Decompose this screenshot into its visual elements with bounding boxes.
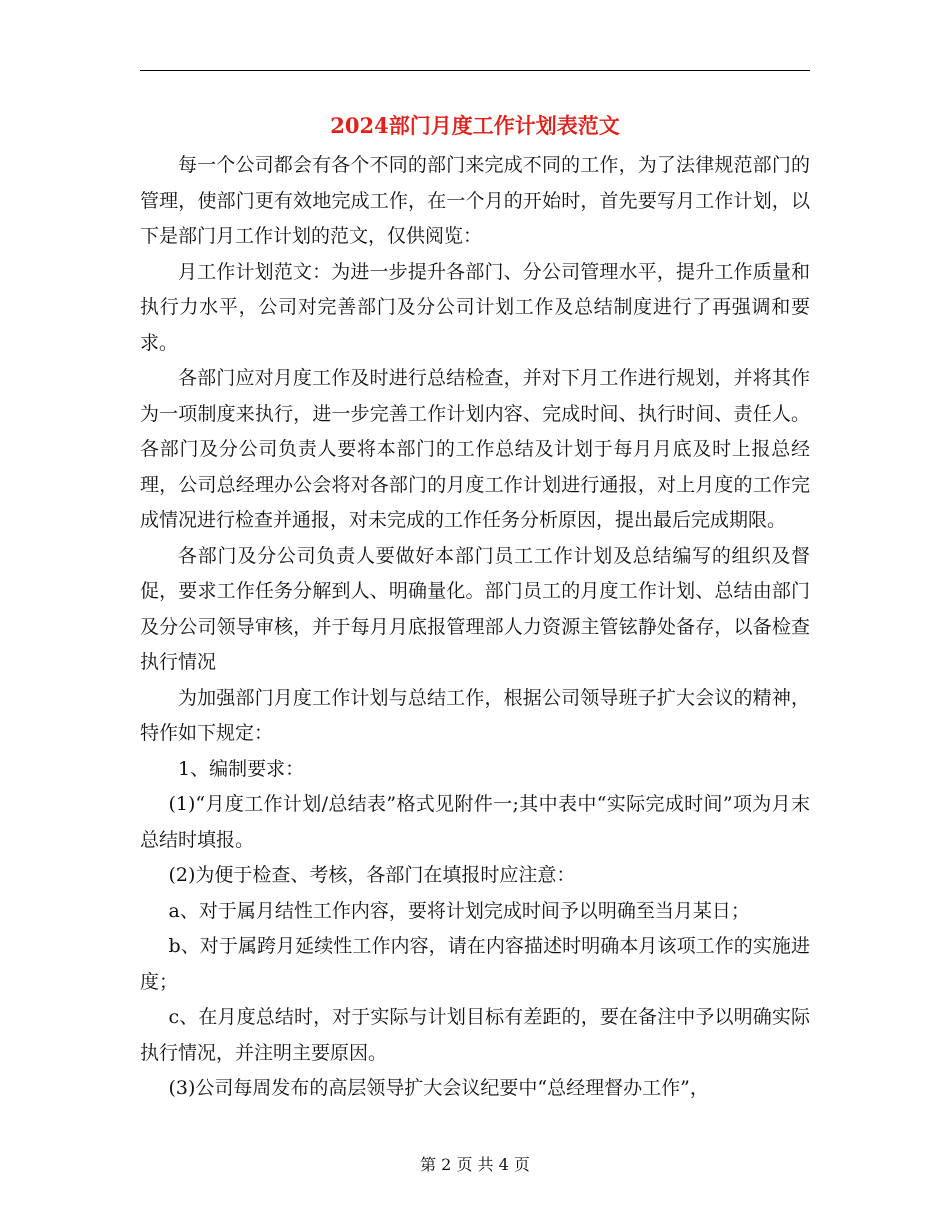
sub-item-a: a、对于属月结性工作内容，要将计划完成时间予以明确至当月某日； — [168, 899, 750, 922]
document-body — [140, 148, 810, 1107]
document-title: 2024部门月度工作计划表范文 — [330, 113, 620, 138]
section-heading-requirements: 1、编制要求： — [178, 757, 305, 780]
paragraph-responsibility: 各部门及分公司负责人要做好本部门员工工作计划及总结编写的组织及督促，要求工作任务分解到人、明确量化。部门员工的月度工作计划、总结由部门及分公司领导审核，并于每月月底报管理部人力资源主管铉静处备存，以备检查执行情况 — [140, 544, 810, 673]
sub-item-c: c、在月度总结时，对于实际与计划目标有差距的，要在备注中予以明确实际执行情况，并注明主要原因。 — [140, 1006, 810, 1064]
sub-item-b: b、对于属跨月延续性工作内容，请在内容描述时明确本月该项工作的实施进度； — [140, 935, 810, 993]
list-item-3: (3)公司每周发布的高层领导扩大会议纪要中“总经理督办工作”， — [168, 1077, 709, 1099]
page-number: 第 2 页 共 4 页 — [420, 1155, 530, 1174]
list-item-2: (2)为便于检查、考核，各部门在填报时应注意： — [168, 864, 576, 886]
paragraph-review: 各部门应对月度工作及时进行总结检查，并对下月工作进行规划，并将其作为一项制度来执行，进一步完善工作计划内容、完成时间、执行时间、责任人。各部门及分公司负责人要将本部门的工作总结及计划于每月月底及时上报总经理，公司总经理办公会将对各部门的月度工作计划进行通报，对上月度的工作完成情况进行检查并通报，对未完成的工作任务分析原因，提出最后完成期限。 — [140, 367, 810, 531]
paragraph-regulation: 为加强部门月度工作计划与总结工作，根据公司领导班子扩大会议的精神，特作如下规定： — [140, 686, 810, 744]
paragraph-sample: 月工作计划范文：为进一步提升各部门、分公司管理水平，提升工作质量和执行力水平，公司对完善部门及分公司计划工作及总结制度进行了再强调和要求。 — [140, 260, 810, 354]
header-rule — [140, 70, 810, 71]
paragraph-intro: 每一个公司都会有各个不同的部门来完成不同的工作，为了法律规范部门的管理，使部门更有效地完成工作，在一个月的开始时，首先要写月工作计划，以下是部门月工作计划的范文，仅供阅览： — [140, 154, 810, 247]
list-item-1: (1)“月度工作计划/总结表”格式见附件一;其中表中“实际完成时间”项为月末总结时填报。 — [140, 793, 810, 851]
